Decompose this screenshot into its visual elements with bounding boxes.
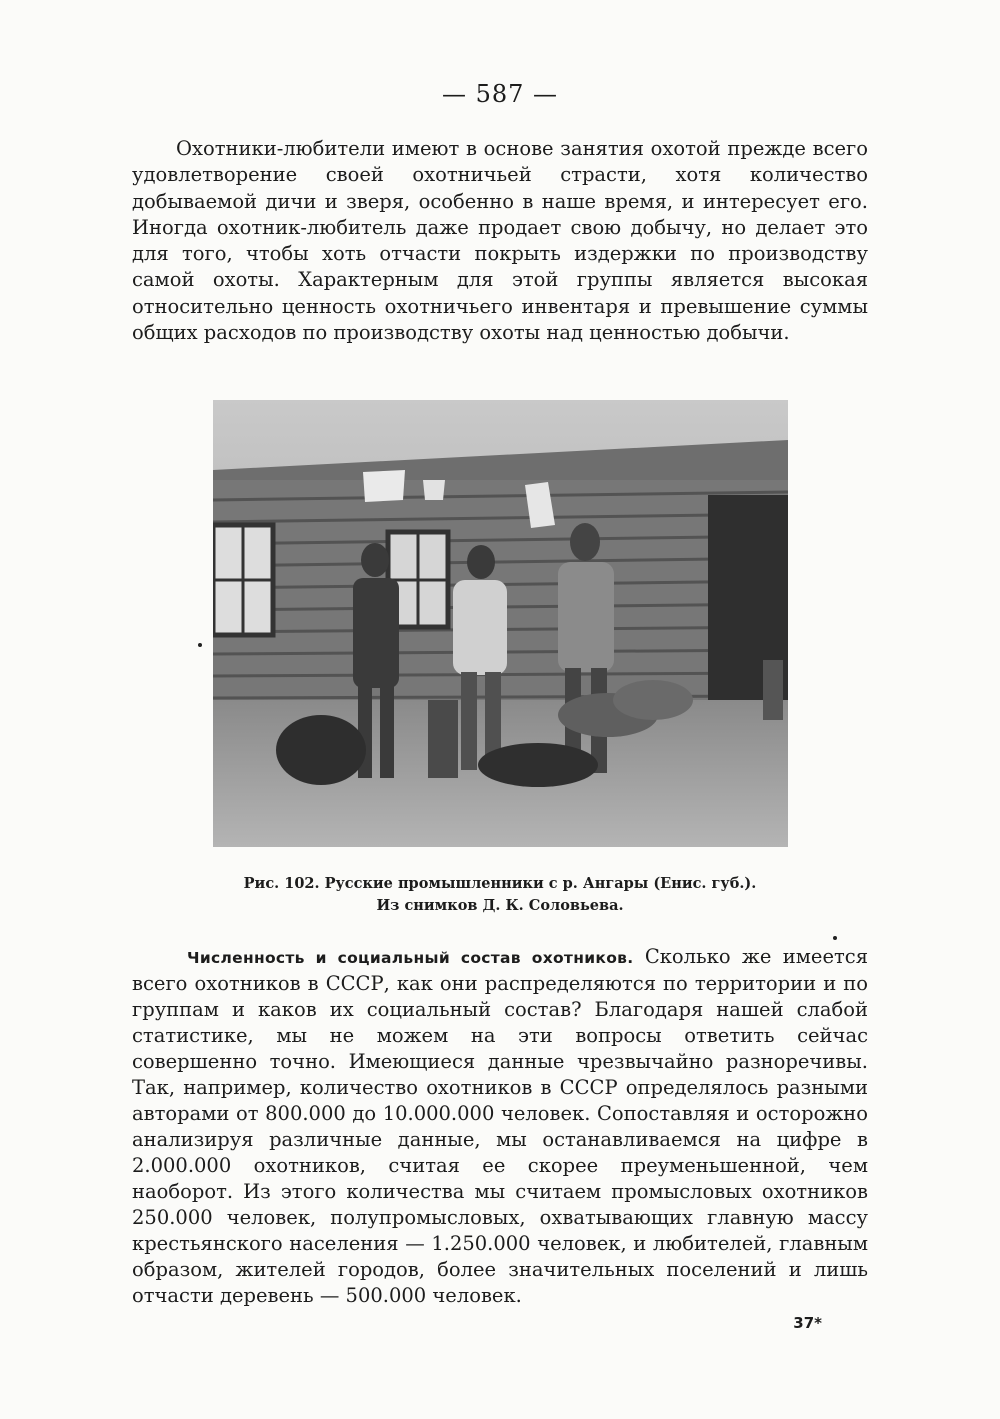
- figure-caption-line-2: Из снимков Д. К. Соловьева.: [376, 897, 624, 914]
- paragraph-amateur-hunters: Охотники-любители имеют в основе занятия охотой прежде всего удовлетворение своей охотничьей страсти, хотя количество добываемой дичи и зверя, особенно в наше время, и интересует его. Иногда охотник-любитель даже продает свою добычу, но делает это для того, чтобы хоть отчасти покрыть издержки по производству самой охоты. Характерным для этой группы является высокая относительно ценность охотничьего инвентаря и превышение суммы общих расходов по производству охоты над ценностью добычи.: [132, 137, 868, 345]
- section-heading: Численность и социальный состав охотников.: [187, 949, 634, 967]
- margin-speck: [833, 936, 837, 940]
- paragraph-hunter-numbers: [132, 944, 868, 1309]
- hunters-photograph: [213, 400, 788, 847]
- section-body: Сколько же имеется всего охотников в СССР, как они распределяются по территории и по группам и каков их социальный состав? Благодаря нашей слабой статистике, мы не можем на эти вопросы ответить сейчас совершенно точно. Имеющиеся данные чрезвычайно разноречивы. Так, например, количество охотников в СССР определялось разными авторами от 800.000 до 10.000.000 человек. Сопоставляя и осторожно анализируя различные данные, мы останавливаемся на цифре в 2.000.000 охотников, считая ее скорее преуменьшенной, чем наоборот. Из этого количества мы считаем промысловых охотников 250.000 человек, полупромысловых, охватывающих главную массу крестьянского населения — 1.250.000 человек, и любителей, главным образом, жителей городов, более значительных поселений и лишь отчасти деревень — 500.000 человек.: [132, 945, 868, 1307]
- margin-speck: [198, 643, 202, 647]
- figure-caption-line-1: Рис. 102. Русские промышленники с р. Ангары (Енис. губ.).: [243, 875, 757, 892]
- signature-mark: 37*: [793, 1314, 822, 1332]
- page-number: — 587 —: [441, 80, 559, 108]
